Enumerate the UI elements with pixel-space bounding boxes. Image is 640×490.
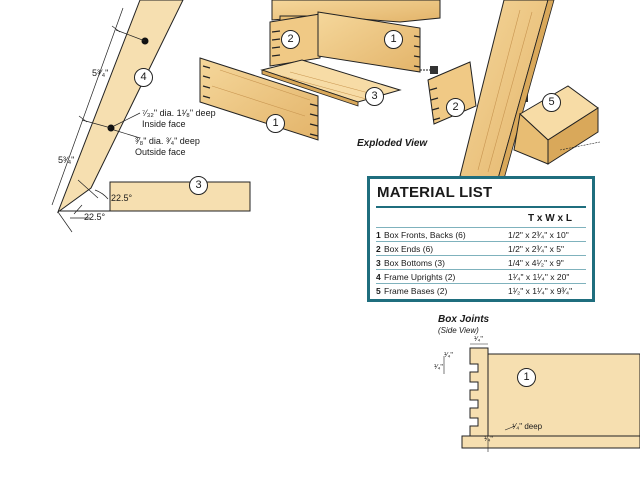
- callout-2-right: 2: [446, 98, 465, 117]
- screw-icon: [420, 66, 438, 74]
- joint-dim-top: ¹⁄₄": [474, 336, 483, 343]
- row-size: 1/4" x 4¹⁄₂" x 9": [508, 258, 564, 268]
- row-number: 4: [376, 272, 381, 282]
- callout-5-base: 5: [542, 93, 561, 112]
- row-name: Box Bottoms (3): [384, 258, 445, 268]
- material-list-title: MATERIAL LIST: [377, 184, 493, 201]
- material-row: [376, 255, 586, 270]
- box-joints-title: Box Joints: [438, 314, 490, 325]
- box-joints-subtitle: (Side View): [438, 326, 479, 335]
- material-list-rule: [376, 206, 586, 208]
- row-number: 5: [376, 286, 381, 296]
- exploded-view-caption: Exploded View: [357, 138, 428, 149]
- callout-3-bottom: 3: [365, 87, 384, 106]
- row-size: 1¹⁄₂" x 1¹⁄₄" x 9³⁄₄": [508, 286, 573, 296]
- row-name: Box Fronts, Backs (6): [384, 230, 466, 240]
- material-row: [376, 227, 586, 242]
- row-number: 1: [376, 230, 381, 240]
- dimension-upper: 5³⁄₄": [92, 68, 109, 78]
- row-number: 2: [376, 244, 381, 254]
- box-joint-drawing: [444, 344, 640, 452]
- joint-dim-left-a: ¹⁄₄": [444, 352, 453, 359]
- joint-depth-label: ¹⁄₄" deep: [512, 422, 543, 431]
- joint-dim-left-b: ¹⁄₄": [434, 364, 443, 371]
- hole-spec-2: ³⁄₈" dia. ³⁄₄" deep: [135, 136, 200, 146]
- callout-4-upright: 4: [134, 68, 153, 87]
- hole-spec-1: ⁷⁄₃₂" dia. 1¹⁄₈" deep: [142, 108, 216, 118]
- material-row: [376, 283, 586, 298]
- angle-label-bottom: 22.5°: [84, 212, 106, 222]
- row-name: Frame Bases (2): [384, 286, 448, 296]
- material-row: [376, 269, 586, 284]
- callout-2-upper: 2: [281, 30, 300, 49]
- row-size: 1/2" x 2³⁄₄" x 5": [508, 244, 564, 254]
- material-list-header: T x W x L: [528, 213, 572, 224]
- angle-label-top: 22.5°: [111, 193, 133, 203]
- joint-dim-bottom: ¹⁄₄": [484, 436, 493, 443]
- row-size: 1¹⁄₄" x 1¹⁄₄" x 20": [508, 272, 570, 282]
- row-size: 1/2" x 2³⁄₄" x 10": [508, 230, 569, 240]
- callout-3-side: 3: [189, 176, 208, 195]
- dimension-lower: 5³⁄₄": [58, 155, 75, 165]
- row-name: Frame Uprights (2): [384, 272, 456, 282]
- material-list: [367, 176, 595, 302]
- callout-1-joint: 1: [517, 368, 536, 387]
- hole-face-2: Outside face: [135, 147, 186, 157]
- callout-1-back: 1: [384, 30, 403, 49]
- hole-face-1: Inside face: [142, 119, 186, 129]
- row-number: 3: [376, 258, 381, 268]
- row-name: Box Ends (6): [384, 244, 434, 254]
- material-row: [376, 241, 586, 256]
- callout-1-front: 1: [266, 114, 285, 133]
